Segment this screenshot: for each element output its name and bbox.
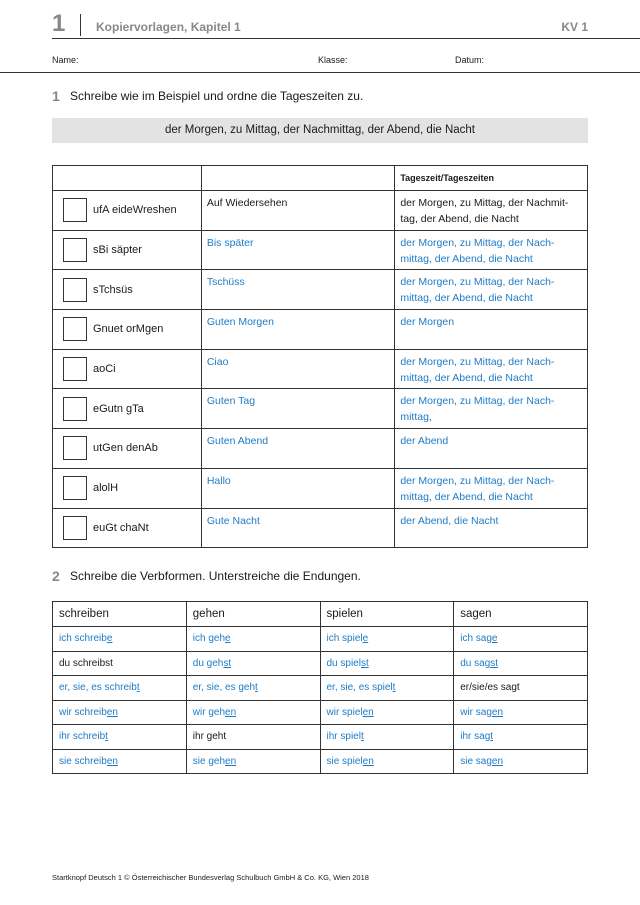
verb-ending: st (490, 657, 499, 669)
date-label: Datum: (455, 55, 485, 65)
verb-row (53, 749, 588, 774)
greeting-answer: Hallo (201, 468, 395, 508)
verb-ending: t (255, 682, 258, 694)
time-of-day-cell (395, 349, 588, 389)
verb-header: schreiben (53, 602, 187, 627)
table-row (53, 429, 588, 469)
answer-checkbox[interactable] (63, 357, 87, 381)
column-header: Tageszeit/Tageszeiten (395, 166, 588, 191)
time-of-day-line: der Morgen, zu Mittag, der Nachmit- (400, 197, 569, 209)
verb-stem: ihr sag (460, 731, 491, 743)
verb-ending: t (136, 682, 140, 694)
verb-form-cell (53, 627, 187, 652)
scrambled-word: eGutn gTa (93, 402, 144, 415)
time-of-day-cell (395, 508, 588, 548)
verb-ending: st (360, 657, 369, 669)
scrambled-word: sBi säpter (93, 244, 142, 257)
verb-form-cell (53, 725, 187, 750)
time-of-day-line: der Abend (400, 435, 449, 448)
verb-stem: ich sag (460, 633, 492, 645)
verb-form-cell (53, 700, 187, 725)
verb-stem: ihr spiel (326, 731, 361, 743)
verb-row (53, 700, 588, 725)
verb-form-cell (186, 676, 320, 701)
verb-ending: t (105, 731, 108, 743)
table-row (53, 508, 588, 548)
verb-stem: wir schreib (59, 706, 107, 718)
time-of-day-line: der Morgen, zu Mittag, der Nach- (400, 355, 555, 368)
verb-form-cell (454, 627, 588, 652)
answer-checkbox[interactable] (63, 397, 87, 421)
time-of-day-line: mittag, der Abend, die Nacht (400, 371, 533, 384)
greeting-answer: Guten Morgen (201, 310, 395, 350)
verb-ending: en (362, 755, 374, 767)
greeting-answer: Ciao (201, 349, 395, 389)
verb-form-cell (186, 749, 320, 774)
greeting-answer: Guten Abend (201, 429, 395, 469)
class-label: Klasse: (318, 55, 348, 65)
verb-ending: t (392, 682, 396, 694)
time-of-day-cell (395, 429, 588, 469)
verb-stem: sie spiel (326, 755, 363, 767)
verb-ending: e (362, 633, 369, 645)
verb-row (53, 676, 588, 701)
verb-stem: er, sie, es spiel (326, 682, 393, 694)
greetings-table (52, 165, 588, 548)
time-of-day-line: der Morgen, zu Mittag, der Nach- (400, 474, 555, 487)
answer-checkbox[interactable] (63, 476, 87, 500)
scrambled-word: ufA eideWreshen (93, 204, 177, 217)
verb-form-cell (454, 676, 588, 701)
verb-stem: wir sag (460, 706, 492, 718)
verb-header: gehen (186, 602, 320, 627)
verb-form-cell (320, 700, 454, 725)
time-of-day-line: tag, der Abend, die Nacht (400, 213, 519, 225)
time-of-day-line: mittag, (400, 411, 432, 424)
worksheet-code: KV 1 (561, 20, 588, 34)
verb-header: sagen (454, 602, 588, 627)
verb-form-cell (186, 651, 320, 676)
time-of-day-cell (395, 468, 588, 508)
chapter-number: 1 (52, 10, 66, 37)
verb-ending: e (491, 633, 498, 645)
verb-form-cell (320, 651, 454, 676)
time-of-day-cell (395, 270, 588, 310)
verb-stem: ich geh (192, 633, 226, 645)
verb-form-cell (320, 627, 454, 652)
time-of-day-line: der Abend, die Nacht (400, 514, 499, 527)
verb-row (53, 627, 588, 652)
verb-form-cell (454, 749, 588, 774)
task1-number: 1 (52, 88, 60, 104)
verb-form-cell (320, 725, 454, 750)
verb-ending: en (491, 755, 504, 767)
name-label: Name: (52, 55, 79, 65)
verb-ending: en (106, 755, 118, 767)
scrambled-word: utGen denAb (93, 442, 158, 455)
verb-form-cell (53, 749, 187, 774)
verb-ending: en (225, 755, 237, 767)
task2-number: 2 (52, 568, 60, 584)
verb-stem: du sag (460, 657, 491, 669)
verb-form-cell (186, 700, 320, 725)
answer-checkbox[interactable] (63, 278, 87, 302)
verb-row (53, 651, 588, 676)
answer-checkbox[interactable] (63, 436, 87, 460)
scrambled-word: Gnuet orMgen (93, 323, 164, 336)
greeting-answer: Gute Nacht (201, 508, 395, 548)
verb-stem: wir spiel (326, 706, 363, 718)
verb-stem: ich spiel (326, 633, 363, 645)
meta-rule (0, 72, 640, 73)
verb-stem: er/sie/es sagt (460, 682, 520, 694)
verb-form-cell (186, 627, 320, 652)
verb-form-cell (454, 725, 588, 750)
verb-stem: er, sie, es schreib (59, 682, 137, 694)
verb-stem: wir geh (192, 706, 226, 718)
verb-ending: en (362, 706, 374, 718)
verb-stem: du geh (192, 657, 224, 669)
word-box: der Morgen, zu Mittag, der Nachmittag, der Abend, die Nacht (52, 118, 588, 143)
table-row (53, 270, 588, 310)
task2-instruction: Schreibe die Verbformen. Unterstreiche die Endungen. (70, 569, 361, 583)
table-row (53, 310, 588, 350)
time-of-day-line: der Morgen, zu Mittag, der Nach- (400, 395, 555, 408)
verb-form-cell (454, 700, 588, 725)
time-of-day-line: mittag, der Abend, die Nacht (400, 490, 533, 503)
verb-stem: ihr geht (192, 731, 227, 743)
verb-ending: e (225, 633, 231, 645)
header-divider (80, 14, 81, 36)
table-row (53, 191, 588, 231)
verb-ending: t (360, 731, 364, 743)
answer-checkbox[interactable] (63, 198, 87, 222)
verb-row (53, 725, 588, 750)
scrambled-word: aoCi (93, 363, 116, 376)
scrambled-word: alolH (93, 482, 119, 495)
footer-copyright: Startknopf Deutsch 1 © Österreichischer Bundesverlag Schulbuch GmbH & Co. KG, Wien 2018 (52, 873, 369, 882)
verb-stem: sie sag (460, 755, 492, 767)
verb-stem: sie geh (192, 755, 226, 767)
time-of-day-line: der Morgen (400, 316, 455, 329)
verb-ending: en (225, 706, 237, 718)
verb-ending: en (491, 706, 504, 718)
verb-stem: er, sie, es geh (192, 682, 256, 694)
header-title: Kopiervorlagen, Kapitel 1 (96, 20, 241, 34)
time-of-day-cell (395, 389, 588, 429)
header-rule (52, 38, 640, 39)
verb-form-cell (320, 749, 454, 774)
table-row (53, 389, 588, 429)
time-of-day-cell (395, 230, 588, 270)
verb-ending: st (223, 657, 232, 669)
verb-form-cell (53, 676, 187, 701)
verb-ending: e (106, 633, 113, 645)
verb-header-row (53, 602, 588, 627)
verb-form-cell (320, 676, 454, 701)
verb-stem: sie schreib (59, 755, 107, 767)
table-row (53, 230, 588, 270)
verb-form-cell (186, 725, 320, 750)
page-header (52, 12, 588, 38)
greeting-answer: Auf Wiedersehen (201, 191, 395, 231)
task1-instruction: Schreibe wie im Beispiel und ordne die Tageszeiten zu. (70, 89, 364, 103)
answer-checkbox[interactable] (63, 516, 87, 540)
verb-stem: ich schreib (59, 633, 107, 645)
verb-ending: en (106, 706, 118, 718)
time-of-day-line: der Morgen, zu Mittag, der Nach- (400, 276, 555, 289)
verb-stem: ihr schreib (59, 731, 106, 743)
time-of-day-line: mittag, der Abend, die Nacht (400, 292, 533, 305)
verb-form-cell (454, 651, 588, 676)
scrambled-word: euGt chaNt (93, 521, 149, 534)
verb-stem: du schreibst (59, 657, 113, 669)
scrambled-word: sTchsüs (93, 283, 133, 296)
greeting-answer: Bis später (201, 230, 395, 270)
greeting-answer: Guten Tag (201, 389, 395, 429)
answer-checkbox[interactable] (63, 317, 87, 341)
time-of-day-cell (395, 310, 588, 350)
time-of-day-cell (395, 191, 588, 231)
verb-stem: du spiel (326, 657, 361, 669)
verb-table (52, 601, 588, 774)
time-of-day-line: mittag, der Abend, die Nacht (400, 252, 533, 265)
greeting-answer: Tschüss (201, 270, 395, 310)
table-header-row (53, 166, 588, 191)
verb-header: spielen (320, 602, 454, 627)
verb-form-cell (53, 651, 187, 676)
answer-checkbox[interactable] (63, 238, 87, 262)
time-of-day-line: der Morgen, zu Mittag, der Nach- (400, 236, 555, 249)
verb-ending: t (490, 731, 494, 743)
table-row (53, 468, 588, 508)
table-row (53, 349, 588, 389)
